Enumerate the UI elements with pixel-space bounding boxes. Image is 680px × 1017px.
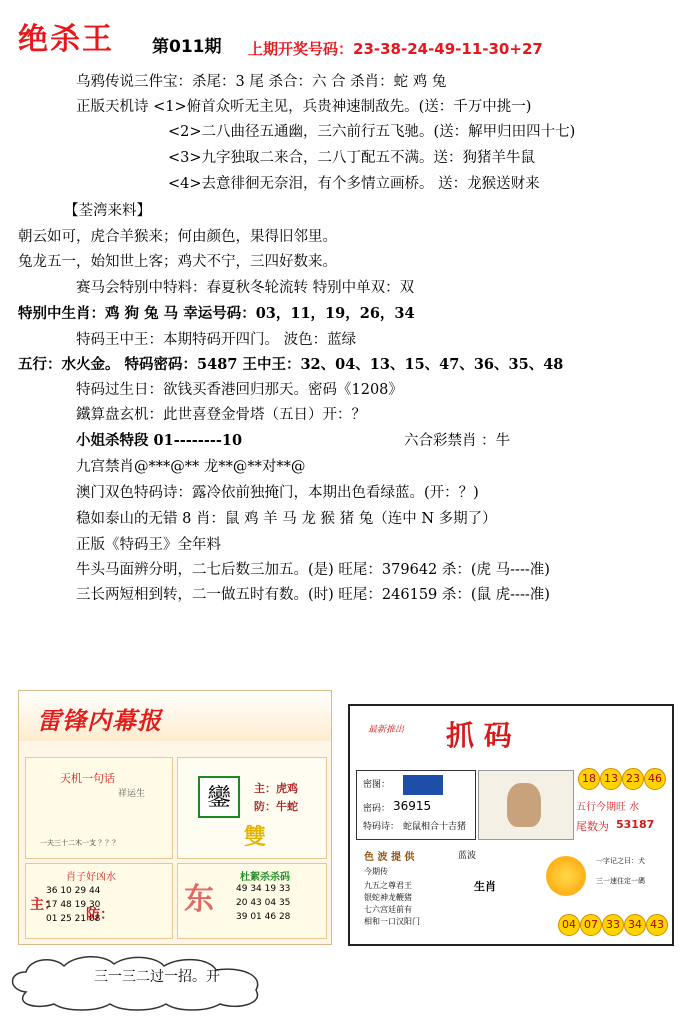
number-ball: 04 (558, 914, 580, 936)
number-ball: 43 (646, 914, 668, 936)
text-line: 牛头马面辨分明，二七后数三加五。(是) 旺尾：379642 杀：(虎 马----准) (76, 562, 550, 578)
previous-result: 上期开奖号码：23-38-24-49-11-30+27 (248, 40, 543, 58)
big-character: 鑾 (198, 776, 240, 818)
double-character: 雙 (244, 824, 267, 850)
main-label: 主： (30, 897, 58, 913)
numbers-panel (25, 863, 173, 939)
text-line: <3>九字独取二来合，二八丁配五不满。送：狗猪羊牛鼠 (168, 150, 536, 166)
tianji-text: 一夫三十二木一支 ？？？ (40, 839, 120, 847)
kill-code-title: 杜絮杀杀码 (240, 872, 290, 883)
text-line: <2>二八曲径五通幽，三六前行五飞驰。(送：解甲归田四十七) (168, 124, 576, 140)
note-text-2: 三一速住定一碼 (596, 877, 645, 885)
cloud-text: 三一三二过一招。开 (94, 969, 220, 985)
zhuama-image (348, 704, 674, 946)
color-label: 色 波 提 供 (364, 852, 415, 863)
text-line: 赛马会特别中特料：春夏秋冬轮流转 特别中单双：双 (76, 280, 415, 296)
mi-label: 密图： (363, 780, 391, 790)
wuxing-text: 五行今期旺 水 (576, 802, 640, 813)
poem-column: 银蛇神龙鞭猪 (364, 893, 412, 902)
tianji-subtitle: 祥运生 (118, 789, 146, 799)
zodiac-label: 生肖 (474, 880, 496, 893)
poem-column: 九五之尊君王 (364, 881, 412, 890)
number-ball: 23 (622, 768, 644, 790)
text-line: 三长两短相到转，二一做五时有数。(时) 旺尾：246159 杀：(鼠 虎----准) (76, 587, 550, 603)
number-ball: 34 (624, 914, 646, 936)
leifeng-newspaper-image (18, 690, 332, 945)
defense-zodiac: 防：牛蛇 (254, 800, 298, 813)
poem-label: 特码诗： (363, 822, 400, 832)
note-text: 一字记之曰：犬 (596, 857, 645, 865)
section-heading: 【荃湾来料】 (64, 203, 151, 219)
new-release-tag: 最新推出 (368, 725, 405, 735)
code-label: 密码： (363, 804, 391, 814)
poem-text: 蛇鼠相合十吉猪 (403, 822, 467, 832)
newspaper-title: 雷锋内幕报 (37, 706, 162, 735)
text-line: 特别中生肖：鸡 狗 兔 马 幸运号码：03，11，19，26，34 (18, 305, 415, 322)
text-line: 正版《特码王》全年料 (76, 537, 221, 553)
puzzle-image (403, 775, 443, 795)
number-row: 36 10 29 44 (46, 886, 101, 896)
tianji-title: 天机一句话 (60, 772, 115, 785)
text-line: 鐵算盘玄机：此世喜登金骨塔（五日）开：？ (76, 407, 366, 423)
text-line: <4>去意徘徊无奈泪，有个多情立画桥。 送：龙猴送财来 (168, 176, 540, 192)
poem-column: 七六宫廷前有 (364, 905, 412, 914)
zhuama-title: 抓 码 (446, 719, 512, 752)
dog-shape (507, 783, 541, 827)
main-zodiac: 主：虎鸡 (254, 782, 298, 795)
main-pick-panel (177, 757, 327, 859)
poem-column: 相和一口汉阳门 (364, 917, 420, 926)
text-line: 朝云如可，虎合羊猴来；何由颜色，果得旧邻里。 (18, 229, 337, 245)
color-value: 蓝波 (458, 851, 477, 861)
text-line: 六合彩禁肖 ：牛 (404, 433, 511, 449)
number-ball: 33 (602, 914, 624, 936)
text-line: 乌鸦传说三件宝：杀尾：3 尾 杀合：六 合 杀肖：蛇 鸡 兔 (76, 74, 447, 90)
tianji-panel (25, 757, 173, 859)
issue-number: 第011期 (152, 37, 222, 57)
number-ball: 07 (580, 914, 602, 936)
text-line: 兔龙五一，始知世上客；鸡犬不宁，三四好数来。 (18, 254, 337, 270)
number-ball: 18 (578, 768, 600, 790)
weishu-label: 尾数为 (576, 820, 609, 833)
text-line: 澳门双色特码诗：露冷依前独掩门，本期出色看绿蓝。(开：？) (76, 485, 479, 501)
kill-row: 49 34 19 33 (236, 884, 291, 894)
number-ball: 13 (600, 768, 622, 790)
corner-character: 东 (184, 882, 214, 917)
number-row: 01 25 21 08 (46, 914, 101, 924)
weishu-value: 53187 (616, 818, 655, 831)
text-line: 特码过生日：欲钱买香港回归那天。密码《1208》 (76, 382, 403, 398)
kill-row: 20 43 04 35 (236, 898, 291, 908)
code-box (356, 770, 476, 840)
numbers-panel-title: 肖子好凶水 (66, 872, 116, 883)
text-line: 九宫禁肖@***@** 龙**@**对**@ (76, 459, 306, 475)
text-line: 正版天机诗 <1>俯首众听无主见，兵贵神速制敌先。(送：千万中挑一) (76, 99, 532, 115)
kill-code-panel (177, 863, 327, 939)
text-line: 五行：水火金。 特码密码：5487 王中王：32、04、13、15、47、36、35、48 (18, 356, 564, 373)
page-title: 绝杀王 (18, 22, 114, 57)
code-value: 36915 (393, 799, 432, 813)
sun-picture (546, 856, 586, 896)
number-ball: 46 (644, 768, 666, 790)
jin-label: 今期传 (364, 867, 388, 876)
defense-label: 防： (86, 907, 114, 923)
text-line: 特码王中王：本期特码开四门。 波色：蓝绿 (76, 332, 357, 348)
text-line: 小姐杀特段 01--------10 (76, 432, 243, 449)
number-row: 17 48 19 30 (46, 900, 101, 910)
dog-picture (478, 770, 574, 840)
text-line: 稳如泰山的无错 8 肖：鼠 鸡 羊 马 龙 猴 猪 兔（连中 N 多期了） (76, 511, 497, 527)
kill-row: 39 01 46 28 (236, 912, 291, 922)
